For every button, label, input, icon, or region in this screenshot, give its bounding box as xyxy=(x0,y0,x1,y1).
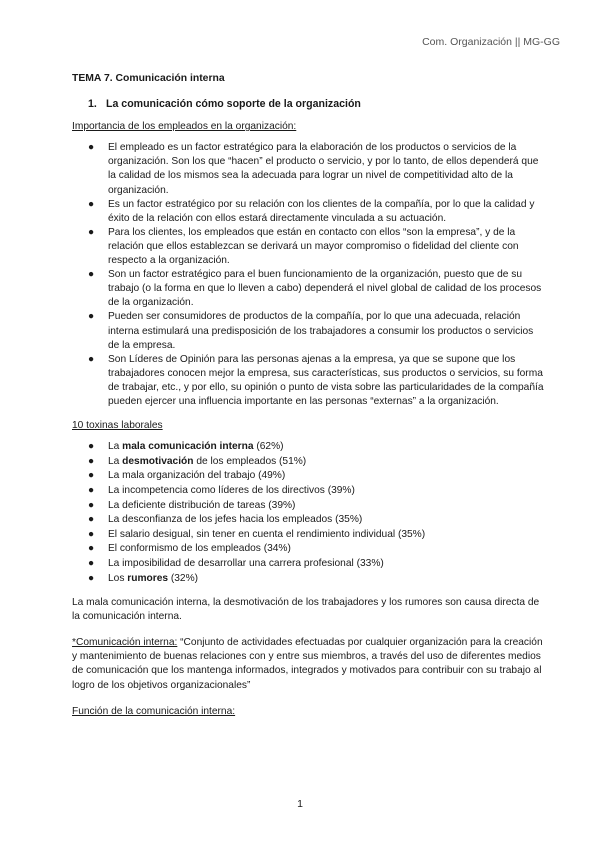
list-item-text: Para los clientes, los empleados que están en contacto con ellos “son la empresa”, y de la relación que ellos establezcan se derivará un mayor compromiso o fidelidad del cliente con respecto a la organización. xyxy=(108,226,519,267)
list-item xyxy=(72,542,544,557)
bullet-icon: ● xyxy=(88,543,95,555)
list-item xyxy=(72,528,544,543)
bullet-icon: ● xyxy=(88,470,95,482)
list-item-text: Son un factor estratégico para el buen funcionamiento de la organización, puesto que de su trabajo (o la forma en que lo lleven a cabo) dependerá el nivel global de calidad de los procesos de la organización. xyxy=(108,269,542,309)
list-item xyxy=(72,572,544,587)
list-item xyxy=(72,440,544,455)
toxin-text-bold: rumores xyxy=(127,572,169,584)
list-item-text: Es un factor estratégico por su relación con los clientes de la compañía, por lo que la calidad y éxito de la relación con ellos estará directamente vinculada a su actuación. xyxy=(108,198,535,224)
toxin-text-pre: Los xyxy=(108,572,128,584)
bullet-icon: ● xyxy=(88,528,95,540)
list-item xyxy=(72,469,544,484)
toxinas-heading: 10 toxinas laborales xyxy=(72,420,163,432)
bullet-icon: ● xyxy=(88,269,95,281)
list-item-text: El empleado es un factor estratégico para la elaboración de los productos o servicios de la organización. Son los que “hacen” el producto o servicio, y por lo tanto, de ellos dependerá que la calidad de los mismos sea la adecuada para lograr un nivel de competitividad alto de la organización. xyxy=(108,142,539,196)
bullet-icon: ● xyxy=(88,441,95,453)
list-item-text: Son Líderes de Opinión para las personas ajenas a la empresa, ya que se supone que los trabajadores conocen mejor la empresa, sus características, sus productos o servicios, su forma de trabajar, etc., y por ello, su opinión o punto de vista sobre las particularidades de la compañía pueden ejercer una influencia importante en las personas “externas” a la organización. xyxy=(108,353,544,407)
toxin-text-pre: La xyxy=(108,441,123,453)
bullet-icon: ● xyxy=(88,557,95,569)
section-heading xyxy=(88,97,544,111)
toxin-text-bold: desmotivación xyxy=(122,455,194,467)
section-number: 1. xyxy=(88,98,97,111)
list-item xyxy=(72,499,544,514)
toxin-text-pre: La imposibilidad de desarrollar una carrera profesional (33%) xyxy=(108,557,384,569)
toxin-text-post: de los empleados (51%) xyxy=(193,455,307,467)
toxin-text-pre: La mala organización del trabajo (49%) xyxy=(108,470,286,482)
section-title: La comunicación cómo soporte de la organización xyxy=(106,98,361,111)
chapter-title: TEMA 7. Comunicación interna xyxy=(72,73,225,84)
importancia-heading: Importancia de los empleados en la organización: xyxy=(72,121,297,133)
toxin-text-bold: mala comunicación interna xyxy=(122,441,254,453)
toxin-text-post: (32%) xyxy=(168,572,199,584)
list-item xyxy=(72,226,544,268)
toxin-text-pre: La xyxy=(108,455,123,467)
toxin-text-pre: La deficiente distribución de tareas (39%) xyxy=(108,499,296,511)
list-item xyxy=(72,513,544,528)
bullet-icon: ● xyxy=(88,499,95,511)
toxin-text-pre: La incompetencia como líderes de los directivos (39%) xyxy=(108,484,355,496)
list-item xyxy=(72,310,544,352)
bullet-icon: ● xyxy=(88,514,95,526)
page-number: 1 xyxy=(297,798,303,810)
toxin-text-pre: El salario desigual, sin tener en cuenta el rendimiento individual (35%) xyxy=(108,528,426,540)
list-item xyxy=(72,484,544,499)
list-item xyxy=(72,353,544,409)
importancia-list xyxy=(72,141,544,409)
list-item xyxy=(72,198,544,226)
toxin-text-pre: El conformismo de los empleados (34%) xyxy=(108,543,291,555)
bullet-icon: ● xyxy=(88,572,95,584)
page-header: Com. Organización || MG-GG xyxy=(422,36,560,48)
toxinas-list xyxy=(72,440,544,586)
bullet-icon: ● xyxy=(88,142,95,154)
list-item xyxy=(72,141,544,197)
toxin-text-pre: La desconfianza de los jefes hacia los empleados (35%) xyxy=(108,514,363,526)
list-item xyxy=(72,455,544,470)
bullet-icon: ● xyxy=(88,198,95,210)
list-item xyxy=(72,557,544,572)
definition-paragraph xyxy=(72,636,544,692)
bullet-icon: ● xyxy=(88,226,95,238)
definition-text: “Conjunto de actividades efectuadas por cualquier organización para la creación y mantenimiento de buenas relaciones con y entre sus miembros, a través del uso de diferentes medios de comunicación que los mantenga informados, integrados y motivados para contribuir con su trabajo al logro de los objetivos organizacionales” xyxy=(72,637,543,691)
document-body xyxy=(72,72,544,719)
definition-label: *Comunicación interna: xyxy=(72,637,178,649)
list-item xyxy=(72,268,544,310)
bullet-icon: ● xyxy=(88,353,95,365)
toxin-text-post: (62%) xyxy=(253,441,284,453)
summary-paragraph: La mala comunicación interna, la desmotivación de los trabajadores y los rumores son causa directa de la comunicación interna. xyxy=(72,597,540,623)
bullet-icon: ● xyxy=(88,311,95,323)
list-item-text: Pueden ser consumidores de productos de la compañía, por lo que una adecuada, relación interna estimulará una predisposición de los trabajadores a consumir los productos o servicios de la empresa. xyxy=(108,311,534,351)
bullet-icon: ● xyxy=(88,455,95,467)
funcion-heading: Función de la comunicación interna: xyxy=(72,705,236,717)
bullet-icon: ● xyxy=(88,484,95,496)
